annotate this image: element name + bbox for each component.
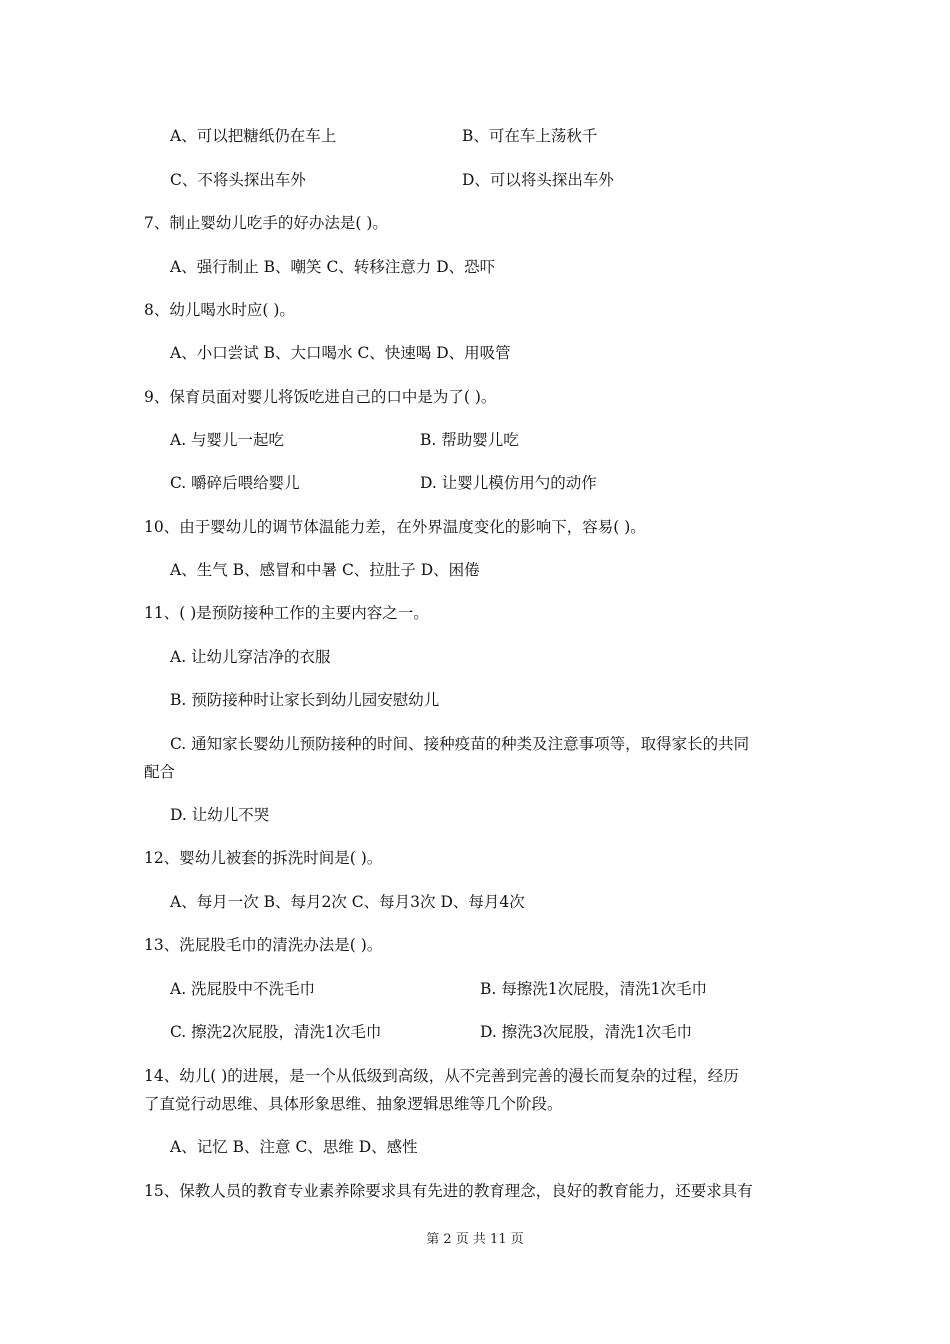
q6-option-b: B、可在车上荡秋千 bbox=[462, 127, 598, 145]
q11-option-d: D. 让幼儿不哭 bbox=[170, 806, 270, 824]
q9-option-c: C. 嚼碎后喂给婴儿 bbox=[170, 474, 300, 492]
q6-option-c: C、不将头探出车外 bbox=[170, 171, 306, 189]
q9-option-b: B. 帮助婴儿吃 bbox=[420, 431, 519, 449]
q6-option-a: A、可以把糖纸仍在车上 bbox=[170, 127, 337, 145]
q14-options: A、记忆 B、注意 C、思维 D、感性 bbox=[170, 1138, 418, 1156]
q9-option-a: A. 与婴儿一起吃 bbox=[170, 431, 285, 449]
q12-options: A、每月一次 B、每月2次 C、每月3次 D、每月4次 bbox=[170, 893, 525, 911]
q13-option-a: A. 洗屁股中不洗毛巾 bbox=[170, 980, 316, 998]
q11-option-c-line2: 配合 bbox=[144, 763, 176, 781]
q11-option-c-line1: C. 通知家长婴幼儿预防接种的时间、接种疫苗的种类及注意事项等，取得家长的共同 bbox=[170, 735, 750, 753]
q13-option-b: B. 每擦洗1次屁股，清洗1次毛巾 bbox=[480, 980, 707, 998]
q15-stem: 15、保教人员的教育专业素养除要求具有先进的教育理念，良好的教育能力，还要求具有 bbox=[144, 1182, 753, 1200]
q12-stem: 12、婴幼儿被套的拆洗时间是( )。 bbox=[144, 849, 383, 867]
q9-option-d: D. 让婴儿模仿用勺的动作 bbox=[420, 474, 597, 492]
q7-stem: 7、制止婴幼儿吃手的好办法是( )。 bbox=[144, 214, 388, 232]
q8-stem: 8、幼儿喝水时应( )。 bbox=[144, 301, 295, 319]
page-footer: 第 2 页 共 11 页 bbox=[426, 1232, 524, 1247]
q11-stem: 11、( )是预防接种工作的主要内容之一。 bbox=[144, 604, 429, 622]
q9-stem: 9、保育员面对婴儿将饭吃进自己的口中是为了( )。 bbox=[144, 388, 497, 406]
q8-options: A、小口尝试 B、大口喝水 C、快速喝 D、用吸管 bbox=[170, 344, 511, 362]
q10-options: A、生气 B、感冒和中暑 C、拉肚子 D、困倦 bbox=[170, 561, 480, 579]
q14-stem-line2: 了直觉行动思维、具体形象思维、抽象逻辑思维等几个阶段。 bbox=[144, 1095, 563, 1113]
q10-stem: 10、由于婴幼儿的调节体温能力差，在外界温度变化的影响下，容易( )。 bbox=[144, 518, 646, 536]
q7-options: A、强行制止 B、嘲笑 C、转移注意力 D、恐吓 bbox=[170, 258, 496, 276]
q14-stem-line1: 14、幼儿( )的进展，是一个从低级到高级，从不完善到完善的漫长而复杂的过程，经历 bbox=[144, 1067, 739, 1085]
q13-option-c: C. 擦洗2次屁股，清洗1次毛巾 bbox=[170, 1023, 382, 1041]
q6-option-d: D、可以将头探出车外 bbox=[462, 171, 614, 189]
q11-option-a: A. 让幼儿穿洁净的衣服 bbox=[170, 648, 331, 666]
q11-option-b: B. 预防接种时让家长到幼儿园安慰幼儿 bbox=[170, 691, 440, 709]
q13-option-d: D. 擦洗3次屁股，清洗1次毛巾 bbox=[480, 1023, 692, 1041]
q13-stem: 13、洗屁股毛巾的清洗办法是( )。 bbox=[144, 936, 383, 954]
